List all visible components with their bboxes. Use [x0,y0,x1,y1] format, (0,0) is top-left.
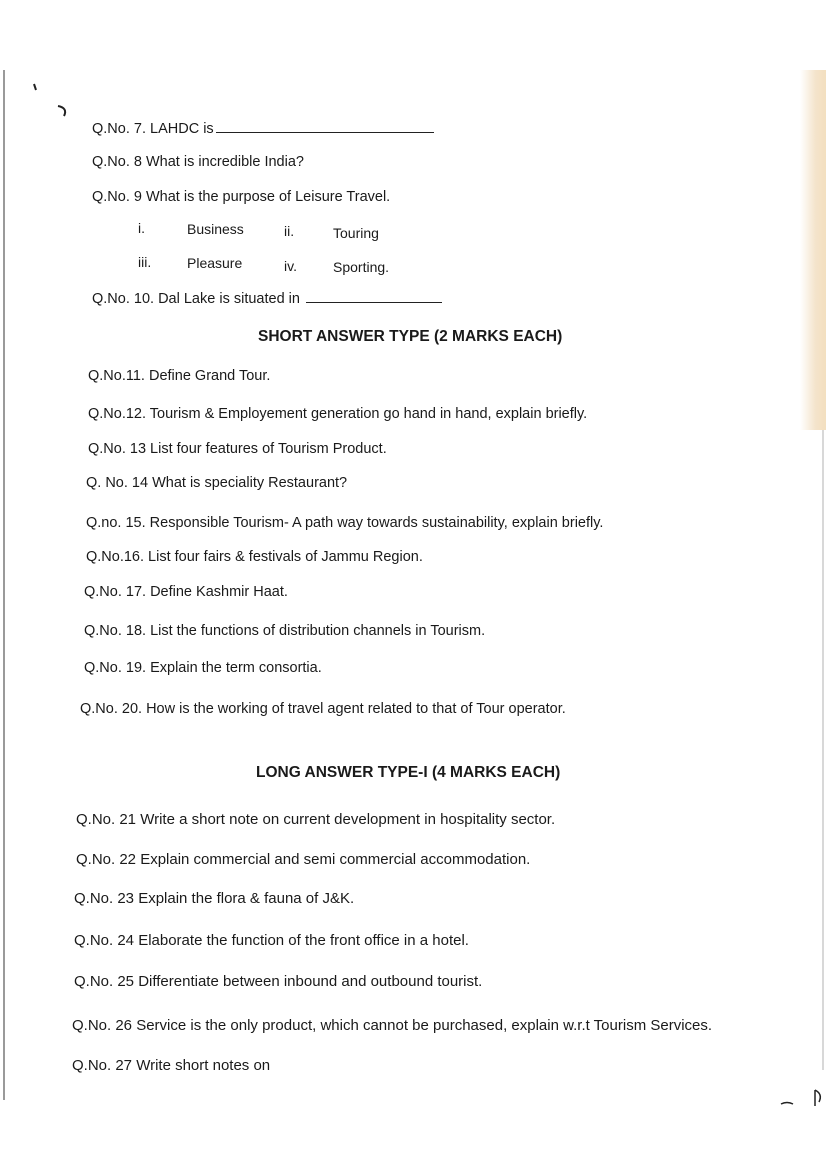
question-27: Q.No. 27 Write short notes on [72,1057,271,1074]
question-14: Q. No. 14 What is speciality Restaurant? [86,475,348,491]
question-8: Q.No. 8 What is incredible India? [92,154,304,170]
question-text: Q.No. 10. Dal Lake is situated in [92,291,300,307]
question-23: Q.No. 23 Explain the flora & fauna of J&K. [74,890,355,907]
question-text: Q.No. 7. LAHDC is [92,121,214,137]
question-7 [92,118,434,138]
question-26: Q.No. 26 Service is the only product, which cannot be purchased, explain w.r.t Tourism Services. [72,1017,713,1034]
question-21: Q.No. 21 Write a short note on current development in hospitality sector. [76,811,556,828]
option-label: Sporting. [333,259,390,275]
scan-edge-left [3,70,5,1100]
question-13: Q.No. 13 List four features of Tourism Product. [88,441,387,457]
question-16: Q.No.16. List four fairs & festivals of Jammu Region. [86,549,423,565]
question-17: Q.No. 17. Define Kashmir Haat. [84,584,288,600]
question-18: Q.No. 18. List the functions of distribution channels in Tourism. [84,623,486,639]
option-number: i. [138,220,145,236]
question-11: Q.No.11. Define Grand Tour. [88,368,271,384]
question-12: Q.No.12. Tourism & Employement generation go hand in hand, explain briefly. [88,406,588,422]
question-24: Q.No. 24 Elaborate the function of the front office in a hotel. [74,932,469,949]
section-heading-long: LONG ANSWER TYPE-I (4 MARKS EACH) [256,764,561,781]
section-heading-short: SHORT ANSWER TYPE (2 MARKS EACH) [258,328,563,345]
question-19: Q.No. 19. Explain the term consortia. [84,660,322,676]
pen-mark-icon [775,1082,825,1112]
option-number: iii. [138,254,152,270]
question-15: Q.no. 15. Responsible Tourism- A path way towards sustainability, explain briefly. [86,515,604,531]
option-number: iv. [284,258,297,274]
pen-mark-icon [28,78,78,128]
question-10 [92,288,442,308]
question-20: Q.No. 20. How is the working of travel agent related to that of Tour operator. [80,701,566,717]
scan-edge-right-lower [822,430,824,1070]
answer-blank [306,288,442,303]
question-22: Q.No. 22 Explain commercial and semi commercial accommodation. [76,851,531,868]
question-9: Q.No. 9 What is the purpose of Leisure Travel. [92,189,391,205]
question-25: Q.No. 25 Differentiate between inbound and outbound tourist. [74,973,483,990]
option-label: Pleasure [187,255,243,271]
option-label: Touring [333,225,379,241]
answer-blank [216,118,434,133]
option-number: ii. [284,223,295,239]
scan-edge-right [800,70,826,430]
option-label: Business [187,221,244,237]
